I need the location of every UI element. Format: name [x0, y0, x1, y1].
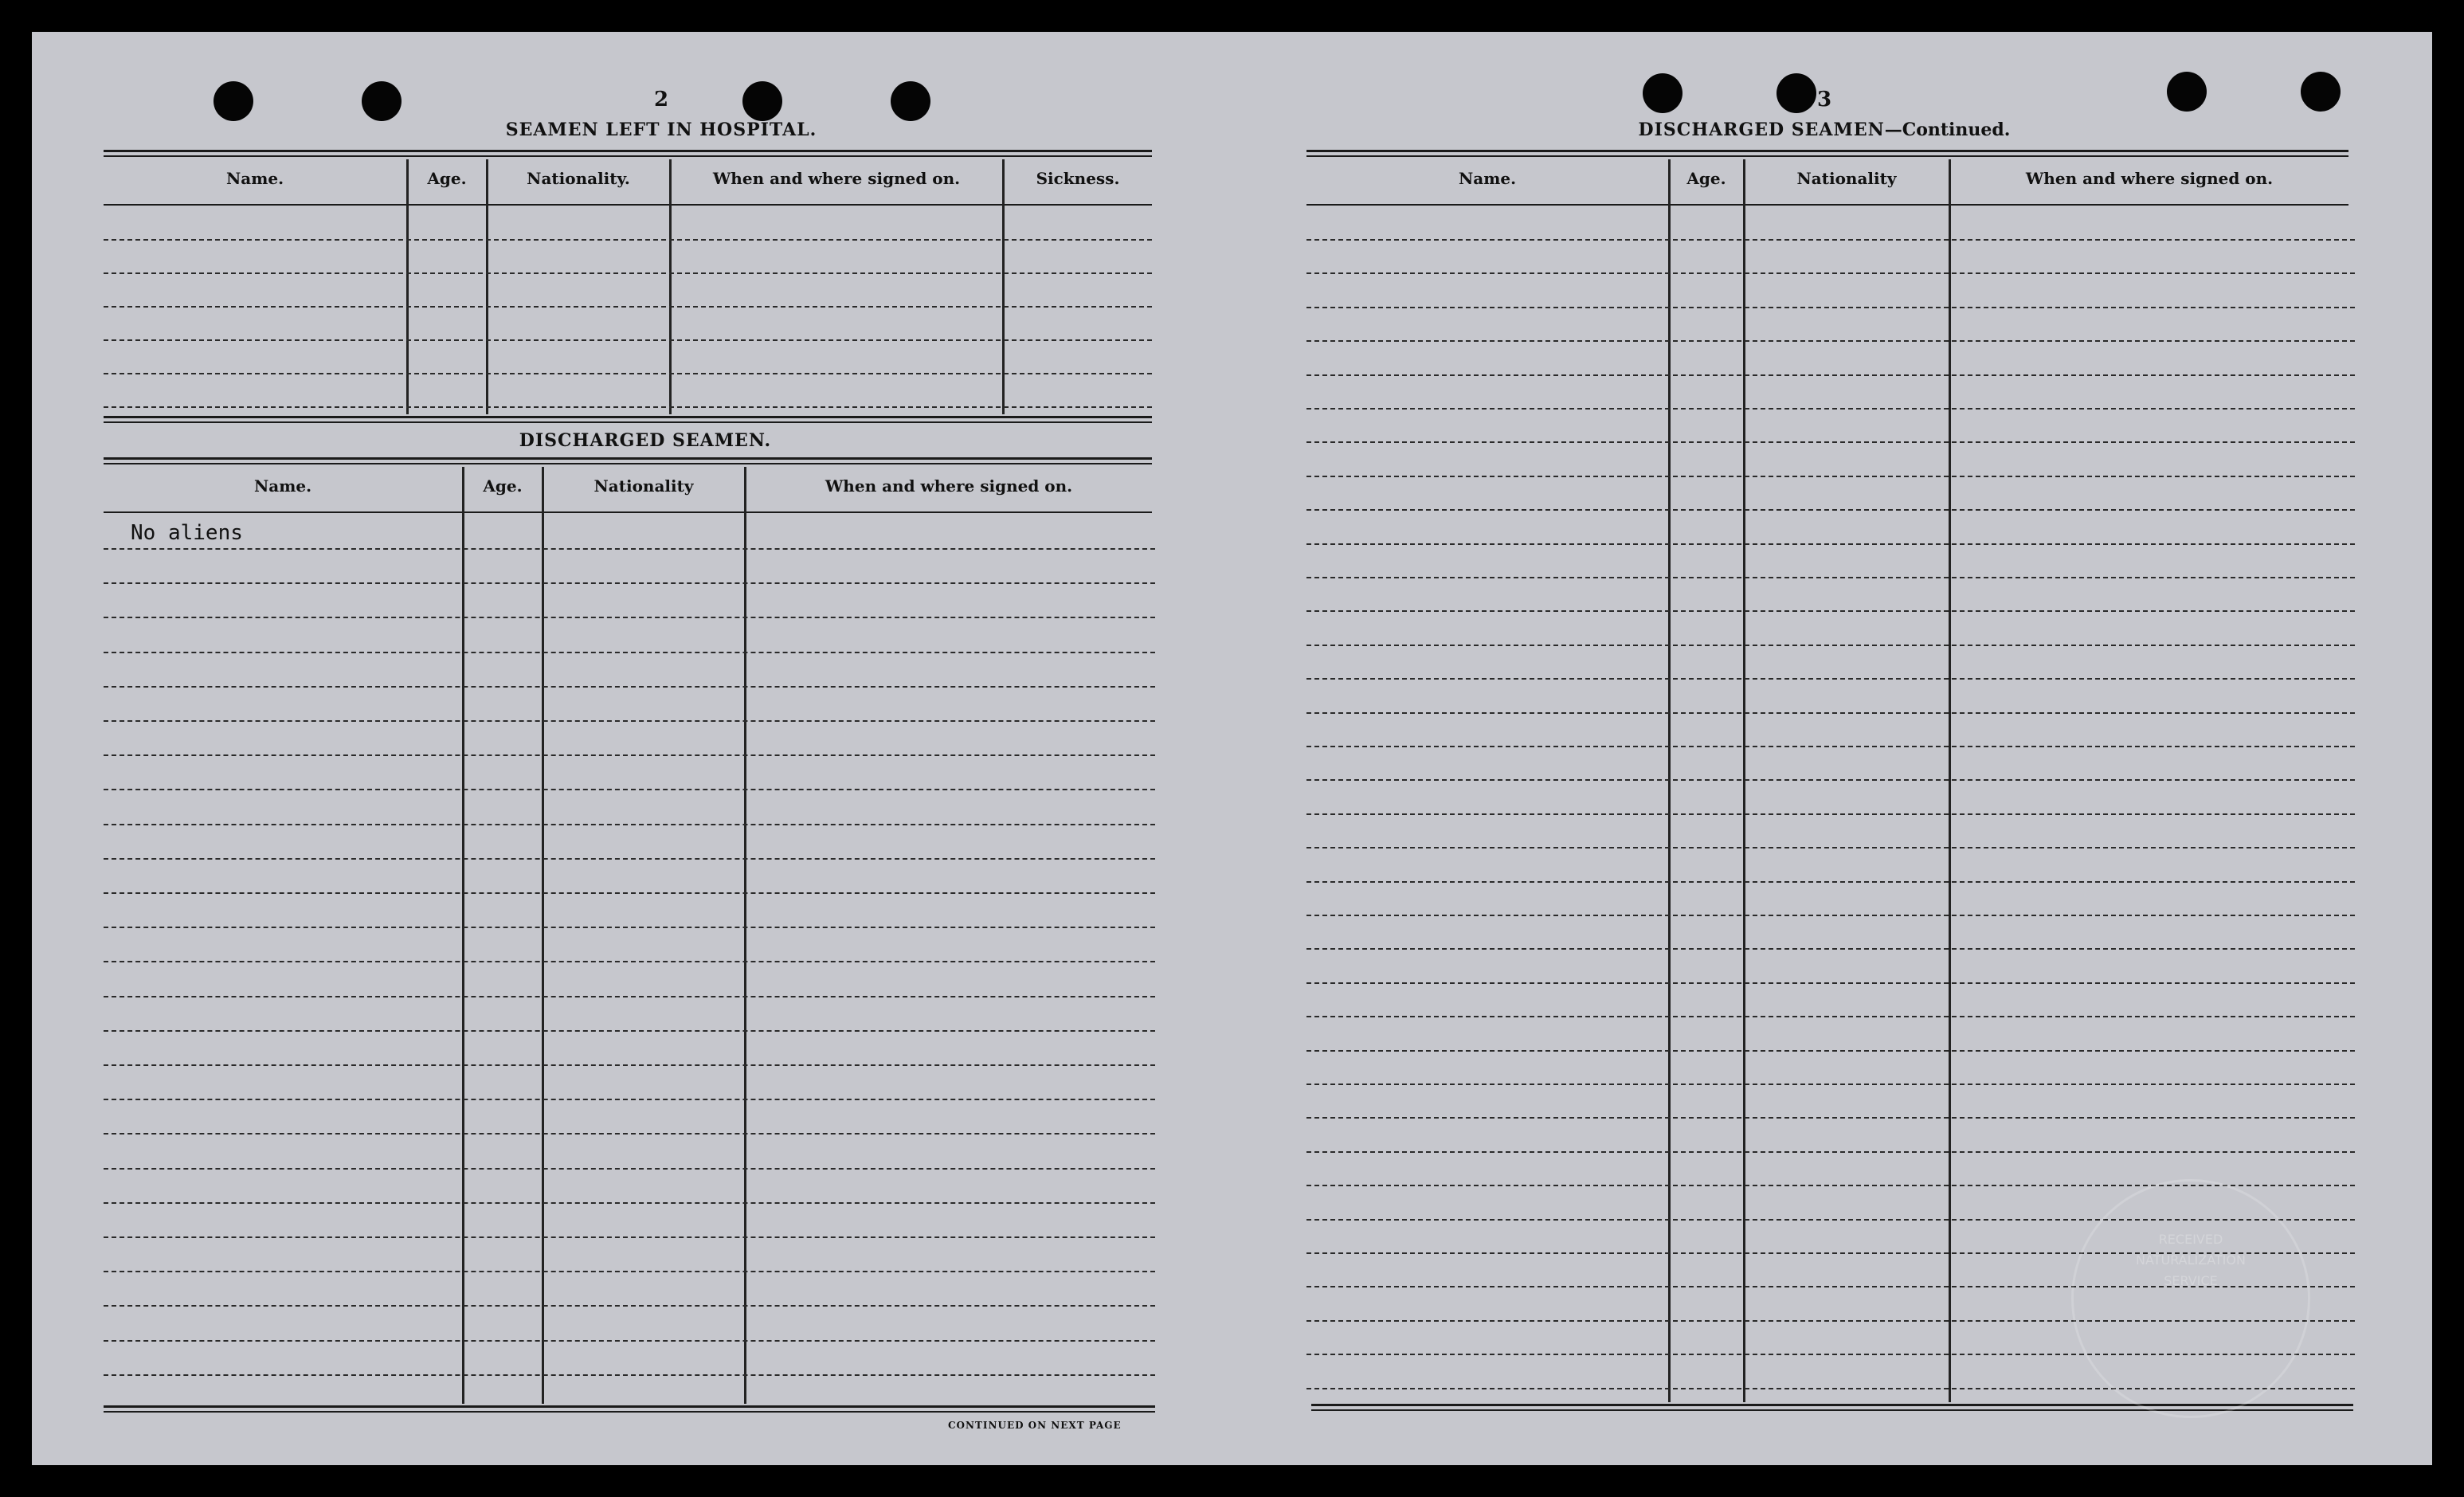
ruled-line	[1306, 847, 2355, 848]
ruled-line	[1306, 881, 2355, 883]
ruled-line	[1306, 982, 2355, 984]
right-top-rule	[1306, 150, 2348, 157]
ruled-line	[1306, 1050, 2355, 1052]
ruled-line	[104, 306, 1152, 308]
hospital-col-signed-on: When and where signed on.	[712, 169, 961, 188]
ruled-line	[104, 927, 1155, 928]
faded-stamp	[2071, 1179, 2310, 1418]
stamp-line: RECEIVED	[2158, 1232, 2223, 1247]
hospital-col-sickness: Sickness.	[1036, 169, 1120, 188]
ruled-line	[104, 548, 1155, 550]
right-col-nationality: Nationality	[1796, 169, 1897, 188]
ruled-line	[104, 652, 1155, 653]
ruled-line	[104, 720, 1155, 722]
ruled-line	[104, 824, 1155, 825]
page-number: 2	[653, 88, 669, 112]
ruled-line	[1306, 239, 2355, 241]
ruled-line	[1306, 374, 2355, 376]
ruled-line	[1306, 678, 2355, 680]
ruled-line	[104, 754, 1155, 756]
ruled-line	[104, 617, 1155, 618]
continued-note: CONTINUED ON NEXT PAGE	[948, 1420, 1122, 1431]
ruled-line	[1306, 746, 2355, 747]
ruled-line	[104, 1133, 1155, 1135]
discharged-col-age: Age.	[483, 476, 523, 496]
discharged-col-divider	[744, 467, 746, 1404]
discharged-col-nationality: Nationality	[593, 476, 694, 496]
stamp-line: NATURALIZATION	[2136, 1252, 2246, 1268]
hospital-bottom-rule	[104, 416, 1152, 423]
ruled-line	[104, 1064, 1155, 1066]
hospital-col-divider	[406, 159, 409, 414]
hospital-col-nationality: Nationality.	[527, 169, 630, 188]
hospital-col-divider	[669, 159, 672, 414]
ruled-line	[104, 406, 1152, 408]
ruled-line	[1306, 645, 2355, 646]
ruled-line	[104, 1271, 1155, 1272]
ruled-line	[104, 272, 1152, 274]
document-sheet	[32, 32, 2432, 1465]
discharged-col-divider	[462, 467, 464, 1404]
stamp-line: SERVICE	[2164, 1273, 2218, 1288]
page-number: 3	[1816, 88, 1832, 112]
ruled-line	[1306, 408, 2355, 410]
ruled-line	[1306, 509, 2355, 511]
ruled-line	[104, 996, 1155, 997]
ruled-line	[104, 686, 1155, 688]
ruled-line	[104, 1236, 1155, 1238]
ruled-line	[104, 339, 1152, 341]
discharged-col-signed-on: When and where signed on.	[825, 476, 1073, 496]
ruled-line	[104, 1305, 1155, 1307]
hospital-col-divider	[1002, 159, 1005, 414]
ruled-line	[104, 1340, 1155, 1342]
ruled-line	[1306, 441, 2355, 443]
hospital-col-divider	[486, 159, 488, 414]
title-main: DISCHARGED SEAMEN	[1638, 120, 1885, 140]
ruled-line	[1306, 915, 2355, 916]
ruled-line	[1306, 307, 2355, 308]
ruled-line	[1306, 610, 2355, 612]
ruled-line	[1306, 272, 2355, 274]
ruled-line	[1306, 543, 2355, 545]
ruled-line	[1306, 577, 2355, 578]
ruled-line	[1306, 1084, 2355, 1085]
hospital-col-name: Name.	[225, 169, 284, 188]
right-col-age: Age.	[1686, 169, 1726, 188]
hospital-col-age: Age.	[427, 169, 467, 188]
discharged-top-rule	[104, 457, 1152, 464]
hospital-header-rule	[104, 204, 1152, 206]
discharged-entry-name: No aliens	[131, 521, 243, 545]
ruled-line	[1306, 1117, 2355, 1119]
right-col-name: Name.	[1458, 169, 1517, 188]
left-page	[104, 32, 1187, 1465]
ruled-line	[1306, 779, 2355, 781]
discharged-continued-title	[1545, 120, 2103, 140]
ruled-line	[104, 1168, 1155, 1170]
ruled-line	[1306, 1151, 2355, 1153]
ruled-line	[104, 239, 1152, 241]
ruled-line	[104, 892, 1155, 894]
title-suffix: —Continued.	[1884, 120, 2011, 140]
ruled-line	[104, 582, 1155, 584]
ruled-line	[1306, 1016, 2355, 1017]
ruled-line	[104, 858, 1155, 860]
hospital-section-title: SEAMEN LEFT IN HOSPITAL.	[505, 120, 817, 140]
discharged-bottom-rule	[104, 1405, 1155, 1413]
right-header-rule	[1306, 204, 2348, 206]
ruled-line	[104, 961, 1155, 962]
ruled-line	[1306, 813, 2355, 815]
hospital-top-rule	[104, 150, 1152, 157]
ruled-line	[104, 789, 1155, 790]
ruled-line	[1306, 340, 2355, 342]
discharged-col-name: Name.	[253, 476, 312, 496]
ruled-line	[104, 1374, 1155, 1376]
ruled-line	[104, 1030, 1155, 1032]
ruled-line	[104, 1099, 1155, 1100]
ruled-line	[1306, 476, 2355, 477]
discharged-col-divider	[542, 467, 544, 1404]
discharged-section-title: DISCHARGED SEAMEN.	[519, 430, 772, 451]
ruled-line	[1306, 948, 2355, 950]
right-col-signed-on: When and where signed on.	[2025, 169, 2274, 188]
ruled-line	[104, 1202, 1155, 1204]
ruled-line	[1306, 712, 2355, 714]
discharged-header-rule	[104, 511, 1152, 513]
ruled-line	[104, 373, 1152, 374]
